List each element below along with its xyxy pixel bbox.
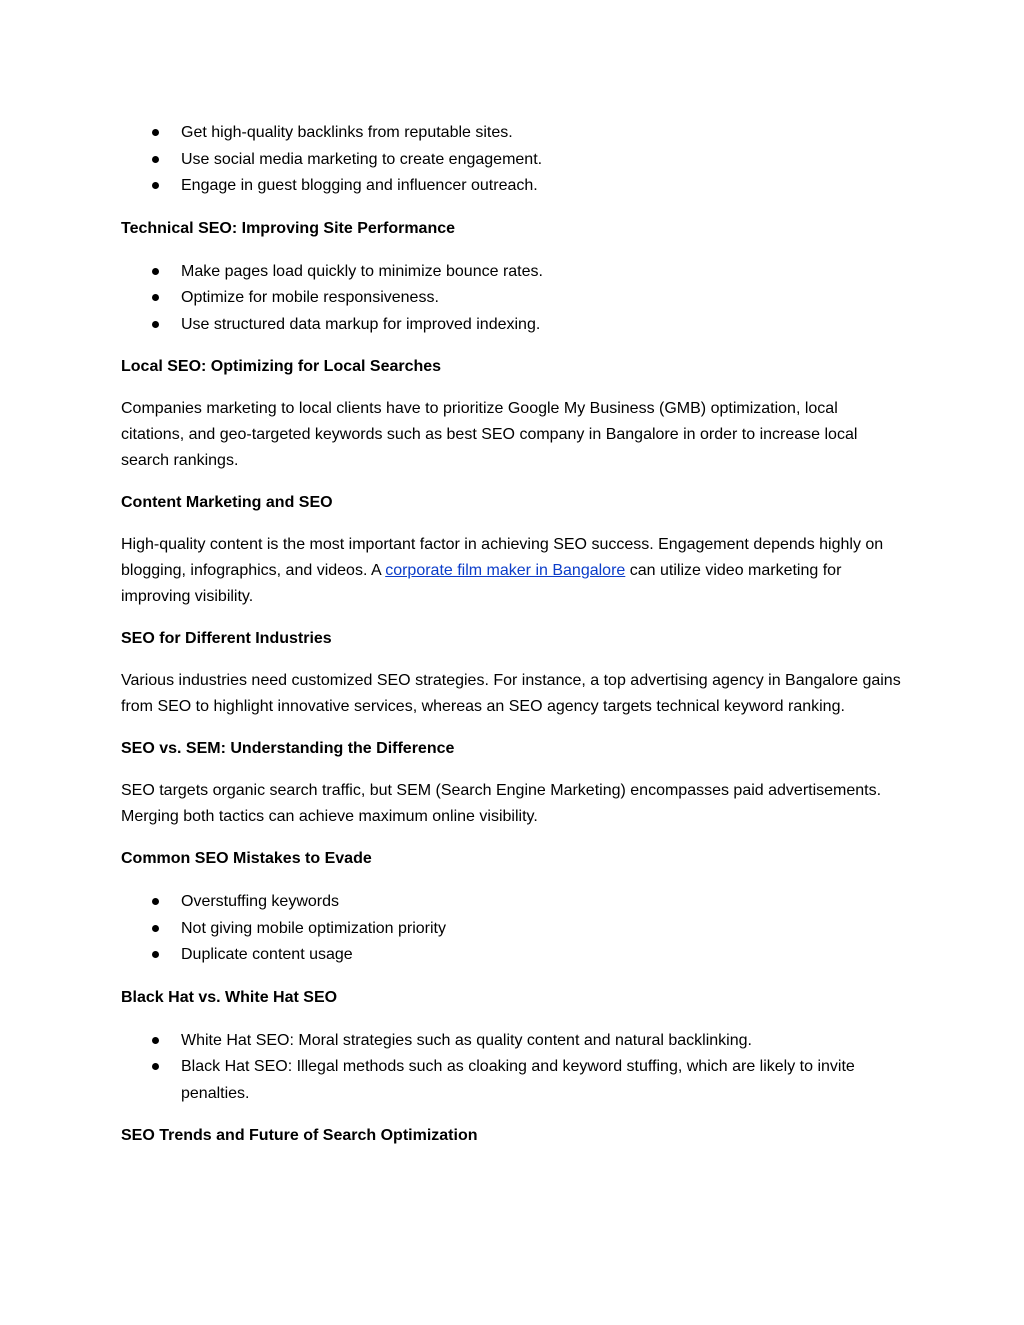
section-heading-hat-seo: Black Hat vs. White Hat SEO bbox=[121, 988, 338, 1006]
bullet-icon bbox=[152, 1037, 159, 1044]
list-item: White Hat SEO: Moral strategies such as quality content and natural backlinking. bbox=[121, 1028, 901, 1055]
bullet-icon bbox=[152, 268, 159, 275]
section-heading-technical-seo: Technical SEO: Improving Site Performance bbox=[121, 219, 456, 237]
list-item: Not giving mobile optimization priority bbox=[121, 916, 901, 943]
list-item: Black Hat SEO: Illegal methods such as cloaking and keyword stuffing, which are likely to invite penalties. bbox=[121, 1054, 901, 1107]
section-heading-content-marketing: Content Marketing and SEO bbox=[121, 494, 333, 511]
section-heading-industries: SEO for Different Industries bbox=[121, 630, 332, 647]
bullet-icon bbox=[152, 898, 159, 905]
list-item: Optimize for mobile responsiveness. bbox=[121, 285, 901, 312]
seo-vs-sem-paragraph: SEO targets organic search traffic, but SEM (Search Engine Marketing) encompasses paid advertisements. Merging both tactics can achieve maximum online visibility. bbox=[121, 782, 882, 825]
corporate-film-maker-link[interactable]: corporate film maker in Bangalore bbox=[385, 562, 626, 579]
section-heading-local-seo: Local SEO: Optimizing for Local Searches bbox=[121, 358, 442, 375]
list-item: Duplicate content usage bbox=[121, 942, 901, 969]
industries-paragraph: Various industries need customized SEO strategies. For instance, a top advertising agency in Bangalore gains from SEO to highlight innovative services, whereas an SEO agency targets technical keyword ranking. bbox=[121, 672, 901, 715]
bullet-icon bbox=[152, 951, 159, 958]
section-heading-mistakes: Common SEO Mistakes to Evade bbox=[121, 850, 372, 867]
list-item: Get high-quality backlinks from reputable sites. bbox=[121, 120, 901, 147]
section-heading-trends: SEO Trends and Future of Search Optimization bbox=[121, 1127, 478, 1144]
backlink-list bbox=[121, 120, 901, 200]
list-item: Engage in guest blogging and influencer outreach. bbox=[121, 173, 901, 200]
bullet-icon bbox=[152, 925, 159, 932]
bullet-icon bbox=[152, 321, 159, 328]
list-item: Use structured data markup for improved indexing. bbox=[121, 312, 901, 339]
bullet-icon bbox=[152, 182, 159, 189]
document-page bbox=[121, 120, 901, 1149]
content-marketing-paragraph: High-quality content is the most important factor in achieving SEO success. Engagement depends highly on blogging, infographics, and videos. A corporate film maker in Bangalore can utilize video marketing for improving visibility. bbox=[121, 536, 884, 605]
section-heading-seo-vs-sem: SEO vs. SEM: Understanding the Difference bbox=[121, 740, 455, 757]
local-seo-paragraph: Companies marketing to local clients have to prioritize Google My Business (GMB) optimization, local citations, and geo-targeted keywords such as best SEO company in Bangalore in order to increase local search rankings. bbox=[121, 400, 858, 469]
list-item: Overstuffing keywords bbox=[121, 889, 901, 916]
bullet-icon bbox=[152, 156, 159, 163]
list-item: Make pages load quickly to minimize bounce rates. bbox=[121, 259, 901, 286]
bullet-icon bbox=[152, 1063, 159, 1070]
mistakes-list bbox=[121, 889, 901, 969]
technical-seo-list bbox=[121, 259, 901, 339]
hat-seo-list bbox=[121, 1028, 901, 1108]
bullet-icon bbox=[152, 129, 159, 136]
list-item: Use social media marketing to create engagement. bbox=[121, 147, 901, 174]
bullet-icon bbox=[152, 294, 159, 301]
